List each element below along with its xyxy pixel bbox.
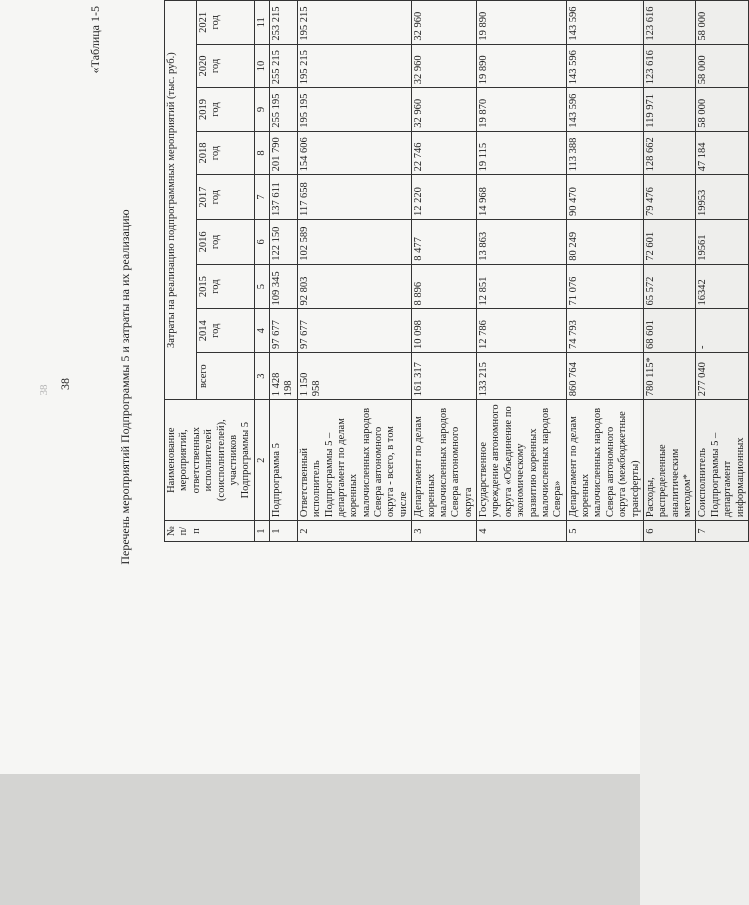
table-row — [566, 1, 643, 542]
row-year-value: 154 606 — [297, 131, 411, 175]
row-year-value: 137 611 — [270, 175, 298, 220]
row-year-value: 58 000 — [696, 88, 749, 132]
row-year-value: 92 803 — [297, 264, 411, 309]
header-row-1 — [165, 1, 197, 542]
table-row — [696, 1, 749, 542]
row-year-value: 195 195 — [297, 88, 411, 132]
row-year-value: 58 000 — [696, 44, 749, 88]
row-year-value: 19 870 — [477, 88, 567, 132]
row-year-value: 8 477 — [412, 220, 477, 265]
column-index: 9 — [254, 88, 269, 132]
row-year-value: 195 215 — [297, 44, 411, 88]
row-year-value: 128 662 — [643, 131, 696, 175]
row-number: 3 — [412, 521, 477, 542]
row-year-value: 19 890 — [477, 1, 567, 45]
row-year-value: 68 601 — [643, 309, 696, 353]
header-year: 2015 год — [196, 264, 254, 309]
column-index: 10 — [254, 44, 269, 88]
row-year-value: 195 215 — [297, 1, 411, 45]
header-year: 2017 год — [196, 175, 254, 220]
header-name: Наименование мероприятий, ответственных исполнителей (соисполнителей), участников Подпрограммы 5 — [165, 400, 255, 521]
row-year-value: 14 968 — [477, 175, 567, 220]
row-year-value: 32 960 — [412, 1, 477, 45]
column-index: 4 — [254, 309, 269, 353]
row-total: 161 317 — [412, 353, 477, 400]
row-year-value: 122 150 — [270, 220, 298, 265]
row-year-value: 97 677 — [297, 309, 411, 353]
row-year-value: 58 000 — [696, 1, 749, 45]
row-total: 1 428 198 — [270, 353, 298, 400]
table-reference: «Таблица 1-5 — [88, 6, 102, 74]
row-year-value: 32 960 — [412, 44, 477, 88]
row-total: 277 040 — [696, 353, 749, 400]
header-year: 2019 год — [196, 88, 254, 132]
row-year-value: 12 220 — [412, 175, 477, 220]
row-year-value: 12 786 — [477, 309, 567, 353]
row-year-value: 143 596 — [566, 88, 643, 132]
row-year-value: 12 851 — [477, 264, 567, 309]
scan-background — [0, 774, 640, 905]
column-index: 8 — [254, 131, 269, 175]
column-index: 3 — [254, 353, 269, 400]
row-year-value: 13 863 — [477, 220, 567, 265]
column-index: 7 — [254, 175, 269, 220]
header-year: 2020 год — [196, 44, 254, 88]
row-year-value: 10 098 — [412, 309, 477, 353]
header-total: всего — [196, 353, 254, 400]
table-row — [643, 1, 696, 542]
row-year-value: - — [696, 309, 749, 353]
column-index: 5 — [254, 264, 269, 309]
table-row — [297, 1, 411, 542]
costs-table — [164, 0, 749, 542]
row-year-value: 80 249 — [566, 220, 643, 265]
row-year-value: 253 215 — [270, 1, 298, 45]
row-name: Подпрограмма 5 — [270, 400, 298, 521]
table-body — [270, 1, 749, 542]
row-year-value: 143 596 — [566, 44, 643, 88]
row-year-value: 117 658 — [297, 175, 411, 220]
header-costs-group: Затраты на реализацию подпрограммных мероприятий (тыс. руб.) — [165, 1, 197, 400]
row-number: 1 — [270, 521, 298, 542]
row-number: 5 — [566, 521, 643, 542]
row-total: 860 764 — [566, 353, 643, 400]
row-year-value: 113 388 — [566, 131, 643, 175]
header-year: 2021 год — [196, 1, 254, 45]
row-year-value: 47 184 — [696, 131, 749, 175]
row-year-value: 16342 — [696, 264, 749, 309]
row-year-value: 123 616 — [643, 44, 696, 88]
row-year-value: 19953 — [696, 175, 749, 220]
row-year-value: 19 115 — [477, 131, 567, 175]
row-total: 780 115* — [643, 353, 696, 400]
row-year-value: 109 345 — [270, 264, 298, 309]
row-year-value: 74 793 — [566, 309, 643, 353]
table-title: Перечень мероприятий Подпрограммы 5 и затраты на их реализацию — [118, 209, 132, 565]
row-year-value: 32 960 — [412, 88, 477, 132]
row-year-value: 143 596 — [566, 1, 643, 45]
row-year-value: 79 476 — [643, 175, 696, 220]
row-number: 6 — [643, 521, 696, 542]
row-name: Соисполнитель Подпрограммы 5 – департамент информационных — [696, 400, 749, 521]
table-row — [412, 1, 477, 542]
column-index: 1 — [254, 521, 269, 542]
row-name: Департамент по делам коренных малочисленных народов Севера автономного округа (межбюджетные трансферты) — [566, 400, 643, 521]
row-number: 4 — [477, 521, 567, 542]
header-year: 2016 год — [196, 220, 254, 265]
row-year-value: 90 470 — [566, 175, 643, 220]
row-year-value: 201 790 — [270, 131, 298, 175]
row-year-value: 97 677 — [270, 309, 298, 353]
row-year-value: 8 896 — [412, 264, 477, 309]
row-year-value: 22 746 — [412, 131, 477, 175]
column-index: 11 — [254, 1, 269, 45]
row-year-value: 65 572 — [643, 264, 696, 309]
row-name: Департамент по делам коренных малочисленных народов Севера автономного округа — [412, 400, 477, 521]
page-number: 38 — [58, 378, 72, 390]
row-name: Расходы, распределенные аналитическим методом* — [643, 400, 696, 521]
row-year-value: 71 076 — [566, 264, 643, 309]
column-index-row — [254, 1, 269, 542]
page-number-faded: 38 — [38, 384, 50, 396]
row-year-value: 255 215 — [270, 44, 298, 88]
column-index: 2 — [254, 400, 269, 521]
row-total: 133 215 — [477, 353, 567, 400]
row-name: Ответственный исполнитель Подпрограммы 5 – департамент по делам коренных малочисленных народов Севера автономного округа - всего, в том числе — [297, 400, 411, 521]
header-year: 2014 год — [196, 309, 254, 353]
row-year-value: 19 890 — [477, 44, 567, 88]
row-year-value: 102 589 — [297, 220, 411, 265]
header-num: № п/п — [165, 521, 255, 542]
row-number: 2 — [297, 521, 411, 542]
row-total: 1 150 958 — [297, 353, 411, 400]
table-row — [270, 1, 298, 542]
row-name: Государственное учреждение автономного округа «Объединение по экономическому развитию коренных малочисленных народов Севера» — [477, 400, 567, 521]
row-year-value: 119 971 — [643, 88, 696, 132]
row-number: 7 — [696, 521, 749, 542]
column-index: 6 — [254, 220, 269, 265]
table-row — [477, 1, 567, 542]
header-year: 2018 год — [196, 131, 254, 175]
row-year-value: 19561 — [696, 220, 749, 265]
row-year-value: 123 616 — [643, 1, 696, 45]
row-year-value: 255 195 — [270, 88, 298, 132]
row-year-value: 72 601 — [643, 220, 696, 265]
